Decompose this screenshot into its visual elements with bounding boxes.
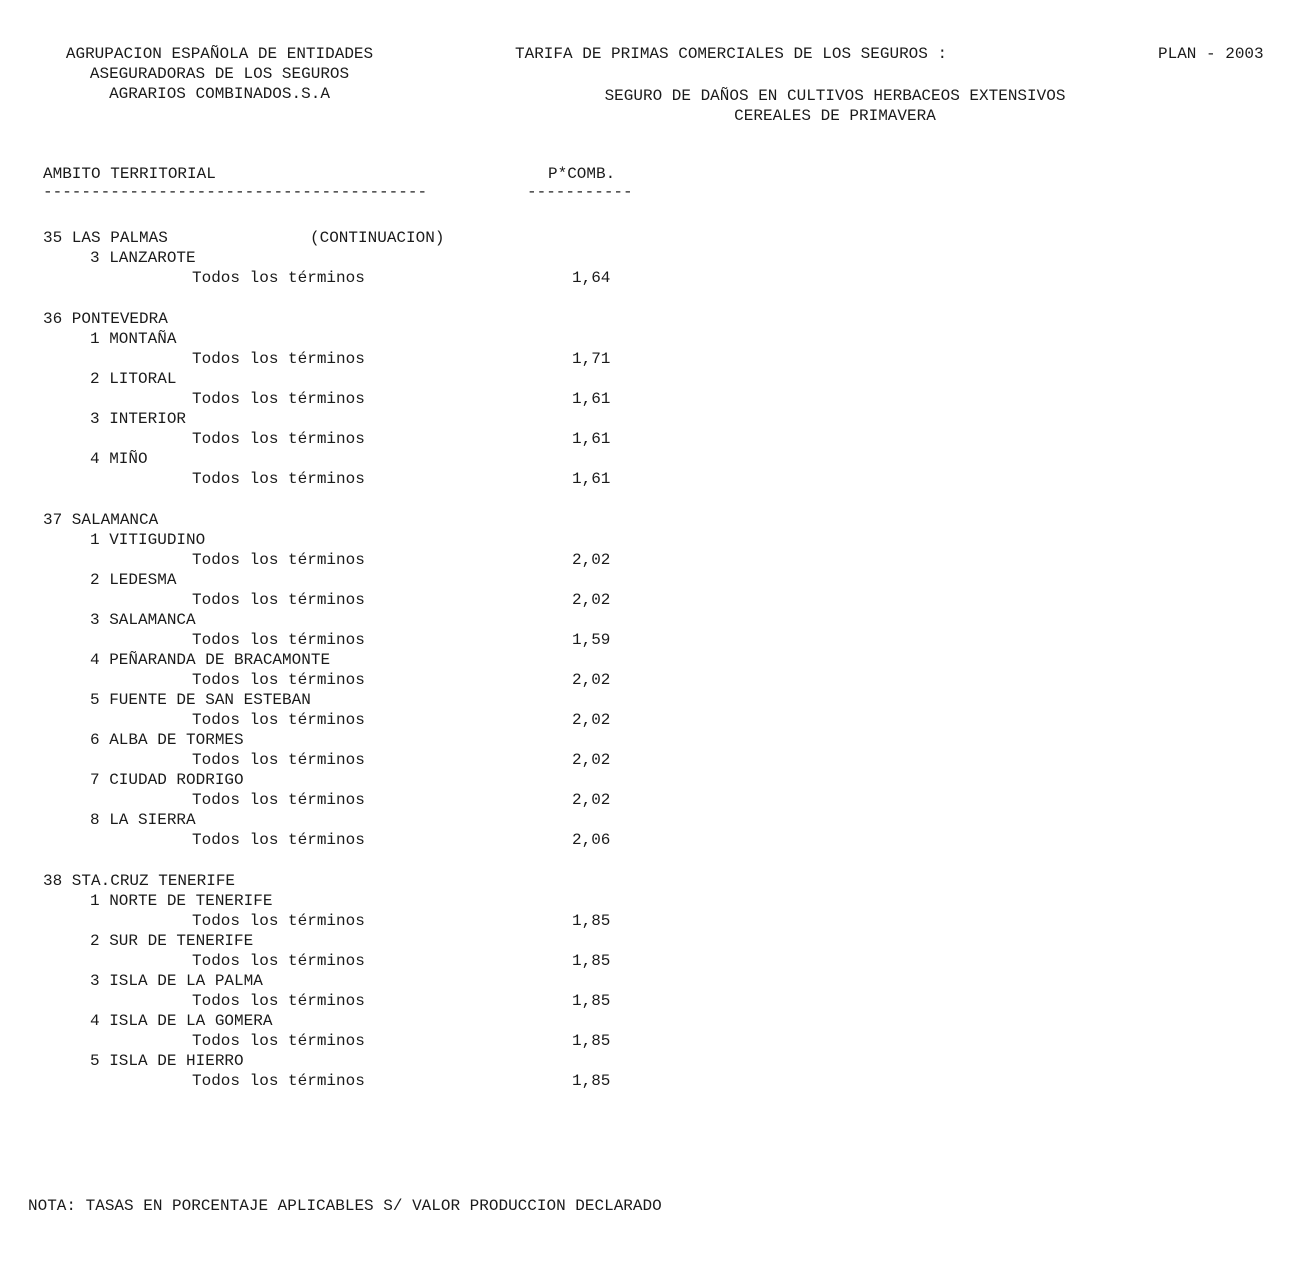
zone-name: 1 VITIGUDINO xyxy=(90,531,206,549)
term-label: Todos los términos xyxy=(192,831,365,849)
term-label: Todos los términos xyxy=(192,992,365,1010)
insurance-line-1: SEGURO DE DAÑOS EN CULTIVOS HERBACEOS EXTENSIVOS xyxy=(604,87,1066,105)
column-rule-premium: ----------- xyxy=(527,183,633,201)
term-label: Todos los términos xyxy=(192,751,365,769)
zone-name: 5 FUENTE DE SAN ESTEBAN xyxy=(90,691,311,709)
tariff-title: TARIFA DE PRIMAS COMERCIALES DE LOS SEGUROS : xyxy=(515,45,948,63)
zone-name: 1 NORTE DE TENERIFE xyxy=(90,892,273,910)
zone-name: 2 LEDESMA xyxy=(90,571,177,589)
zone-name: 3 ISLA DE LA PALMA xyxy=(90,972,263,990)
term-label: Todos los términos xyxy=(192,912,365,930)
premium-rate: 1,61 xyxy=(572,470,611,488)
zone-name: 4 PEÑARANDA DE BRACAMONTE xyxy=(90,651,331,669)
plan-label: PLAN - 2003 xyxy=(1158,45,1264,63)
zone-name: 2 SUR DE TENERIFE xyxy=(90,932,254,950)
term-label: Todos los términos xyxy=(192,350,365,368)
term-label: Todos los términos xyxy=(192,791,365,809)
premium-rate: 1,85 xyxy=(572,1032,611,1050)
zone-name: 2 LITORAL xyxy=(90,370,177,388)
org-line-3: AGRARIOS COMBINADOS.S.A xyxy=(109,85,330,103)
column-header-territory: AMBITO TERRITORIAL xyxy=(43,165,216,183)
premium-rate: 2,02 xyxy=(572,751,611,769)
premium-rate: 2,06 xyxy=(572,831,611,849)
premium-rate: 1,61 xyxy=(572,390,611,408)
premium-rate: 1,85 xyxy=(572,1072,611,1090)
province-name: 36 PONTEVEDRA xyxy=(43,310,168,328)
zone-name: 4 ISLA DE LA GOMERA xyxy=(90,1012,273,1030)
term-label: Todos los términos xyxy=(192,269,365,287)
insurance-line-2: CEREALES DE PRIMAVERA xyxy=(734,107,936,125)
organization-name xyxy=(32,44,407,104)
zone-name: 3 INTERIOR xyxy=(90,410,187,428)
zone-name: 3 SALAMANCA xyxy=(90,611,196,629)
term-label: Todos los términos xyxy=(192,470,365,488)
premium-rate: 2,02 xyxy=(572,791,611,809)
zone-name: 3 LANZAROTE xyxy=(90,249,196,267)
premium-rate: 1,61 xyxy=(572,430,611,448)
insurance-type xyxy=(520,86,1150,126)
premium-rate: 1,85 xyxy=(572,912,611,930)
term-label: Todos los términos xyxy=(192,591,365,609)
premium-rate: 2,02 xyxy=(572,591,611,609)
footnote: NOTA: TASAS EN PORCENTAJE APLICABLES S/ VALOR PRODUCCION DECLARADO xyxy=(28,1197,662,1215)
premium-rate: 2,02 xyxy=(572,551,611,569)
org-line-2: ASEGURADORAS DE LOS SEGUROS xyxy=(89,65,350,83)
zone-name: 6 ALBA DE TORMES xyxy=(90,731,244,749)
column-header-premium: P*COMB. xyxy=(548,165,616,183)
premium-rate: 1,59 xyxy=(572,631,611,649)
zone-name: 5 ISLA DE HIERRO xyxy=(90,1052,244,1070)
column-rule-territory: ---------------------------------------- xyxy=(43,183,428,201)
term-label: Todos los términos xyxy=(192,631,365,649)
term-label: Todos los términos xyxy=(192,711,365,729)
premium-rate: 2,02 xyxy=(572,711,611,729)
province-name: 35 LAS PALMAS xyxy=(43,229,168,247)
province-name: 37 SALAMANCA xyxy=(43,511,159,529)
term-label: Todos los términos xyxy=(192,952,365,970)
zone-name: 1 MONTAÑA xyxy=(90,330,177,348)
premium-rate: 1,64 xyxy=(572,269,611,287)
premium-rate: 1,85 xyxy=(572,952,611,970)
term-label: Todos los términos xyxy=(192,1072,365,1090)
province-note: (CONTINUACION) xyxy=(310,229,445,247)
term-label: Todos los términos xyxy=(192,430,365,448)
province-name: 38 STA.CRUZ TENERIFE xyxy=(43,872,236,890)
term-label: Todos los términos xyxy=(192,551,365,569)
zone-name: 8 LA SIERRA xyxy=(90,811,196,829)
premium-rate: 2,02 xyxy=(572,671,611,689)
zone-name: 4 MIÑO xyxy=(90,450,148,468)
premium-rate: 1,85 xyxy=(572,992,611,1010)
term-label: Todos los términos xyxy=(192,390,365,408)
premium-rate: 1,71 xyxy=(572,350,611,368)
term-label: Todos los términos xyxy=(192,671,365,689)
zone-name: 7 CIUDAD RODRIGO xyxy=(90,771,244,789)
org-line-1: AGRUPACION ESPAÑOLA DE ENTIDADES xyxy=(65,45,374,63)
term-label: Todos los términos xyxy=(192,1032,365,1050)
